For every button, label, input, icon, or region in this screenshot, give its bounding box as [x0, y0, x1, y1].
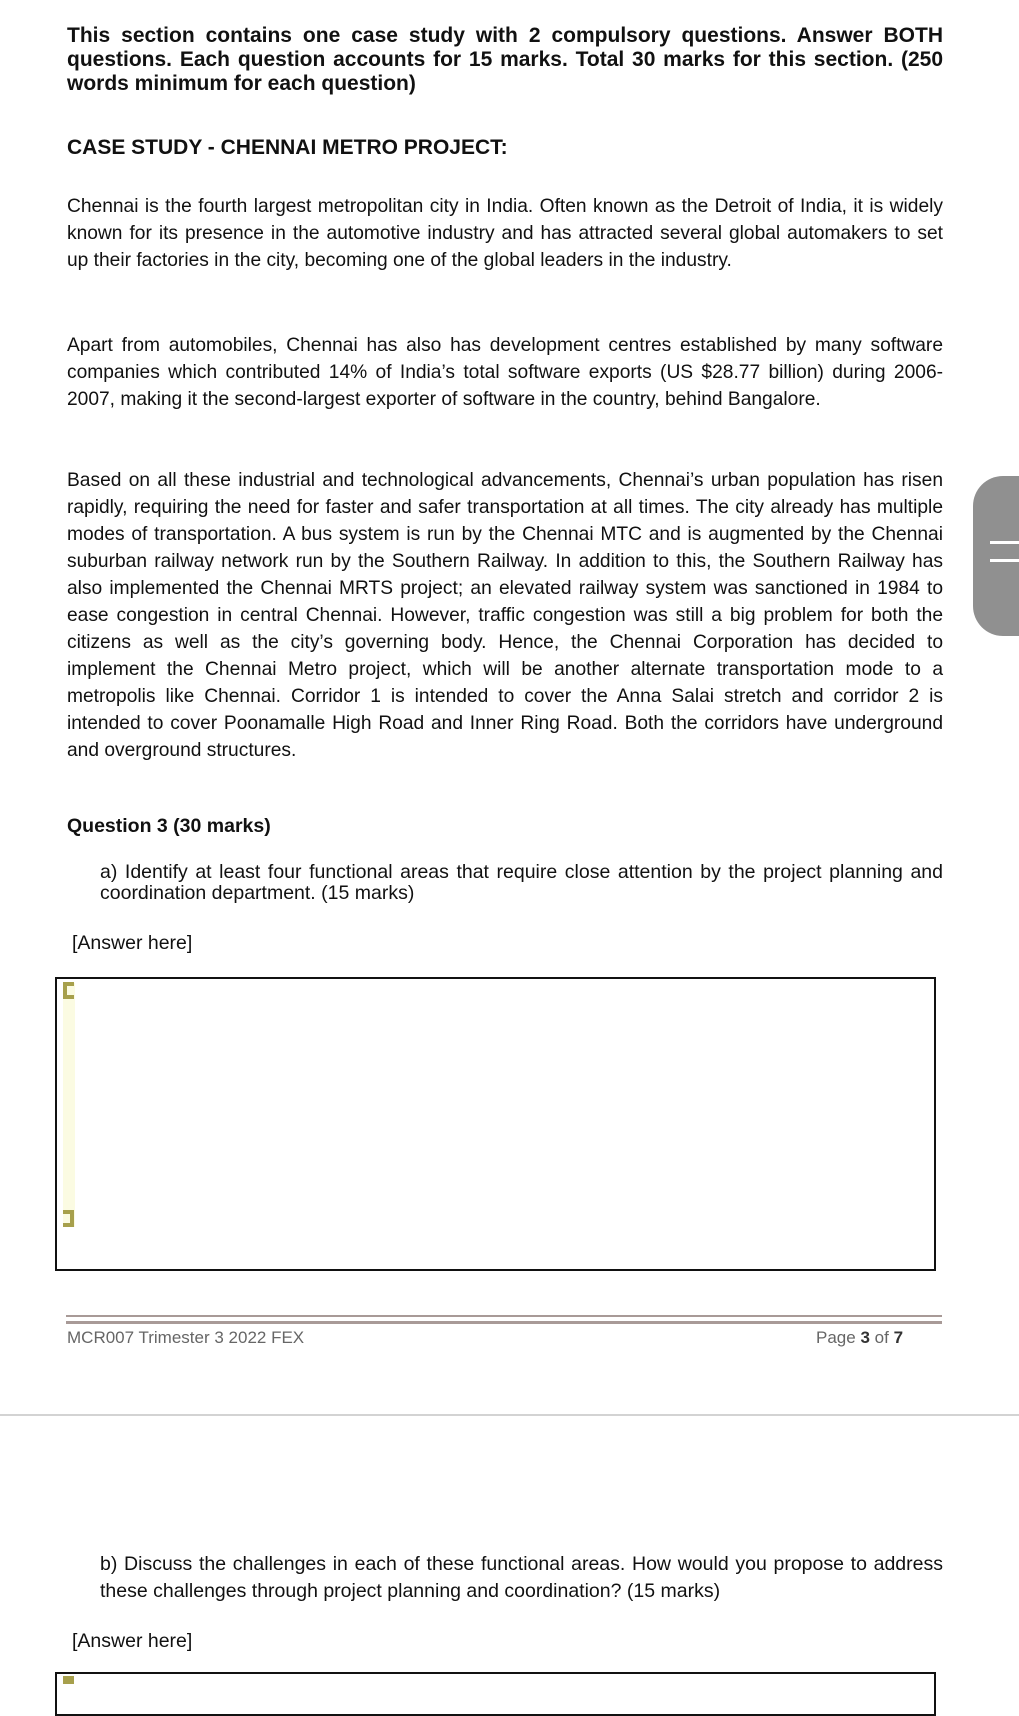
answer-label-a: [Answer here] [72, 932, 193, 954]
footer-course: MCR007 Trimester 3 2022 FEX [67, 1328, 305, 1347]
page-break-divider [0, 1414, 1019, 1416]
footer-page-of: of [874, 1328, 889, 1347]
grip-line-icon [990, 559, 1019, 562]
footer-page-number [816, 1328, 903, 1348]
section-instructions: This section contains one case study with 2 compulsory questions. Answer BOTH questions. Each question accounts for 15 marks. Total 30 marks for this section. (250 words minimum for each question) [67, 24, 943, 95]
footer-page-current: 3 [860, 1328, 870, 1347]
grip-line-icon [990, 541, 1019, 544]
case-paragraph-3: Based on all these industrial and technological advancements, Chennai’s urban population has risen rapidly, requiring the need for faster and safer transportation at all times. The city already has multiple modes of transportation. A bus system is run by the Chennai MTC and is augmented by the Chennai suburban railway network run by the Southern Railway. In addition to this, the Southern Railway has also implemented the Chennai MRTS project; an elevated railway system was sanctioned in 1984 to ease congestion in central Chennai. However, traffic congestion was still a big problem for both the citizens as well as the city’s governing body. Hence, the Chennai Corporation has decided to implement the Chennai Metro project, which will be another alternate transportation mode to a metropolis like Chennai. Corridor 1 is intended to cover the Anna Salai stretch and corridor 2 is intended to cover Poonamalle High Road and Inner Ring Road. Both the corridors have underground and overground structures. [67, 470, 943, 761]
case-paragraph-1: Chennai is the fourth largest metropolitan city in India. Often known as the Detroit of India, it is widely known for its presence in the automotive industry and has attracted several global automakers to set up their factories in the city, becoming one of the global leaders in the industry. [67, 196, 943, 271]
case-paragraph-2: Apart from automobiles, Chennai has also has development centres established by many software companies which contributed 14% of India’s total software exports (US $28.77 billion) during 2006-2007, making it the second-largest exporter of software in the country, behind Bangalore. [67, 335, 943, 410]
bracket-close-icon [63, 1210, 74, 1227]
bracket-open-icon [63, 982, 74, 999]
answer-box-a[interactable] [55, 977, 936, 1271]
question-part-b: b) Discuss the challenges in each of these functional areas. How would you propose to address these challenges through project planning and coordination? (15 marks) [100, 1553, 943, 1602]
question-title: Question 3 (30 marks) [67, 815, 271, 837]
footer-page-total: 7 [893, 1328, 904, 1347]
question-part-a: a) Identify at least four functional areas that require close attention by the project planning and coordination department. (15 marks) [100, 861, 943, 904]
answer-highlight-strip [63, 983, 75, 1227]
answer-box-b[interactable] [55, 1672, 936, 1716]
scroll-handle[interactable] [973, 476, 1019, 636]
footer-rule-bottom [66, 1321, 942, 1324]
case-study-heading: CASE STUDY - CHENNAI METRO PROJECT: [67, 136, 508, 159]
answer-label-b: [Answer here] [72, 1630, 193, 1652]
footer-page-word: Page [816, 1328, 856, 1347]
footer-rule-top [66, 1315, 942, 1317]
